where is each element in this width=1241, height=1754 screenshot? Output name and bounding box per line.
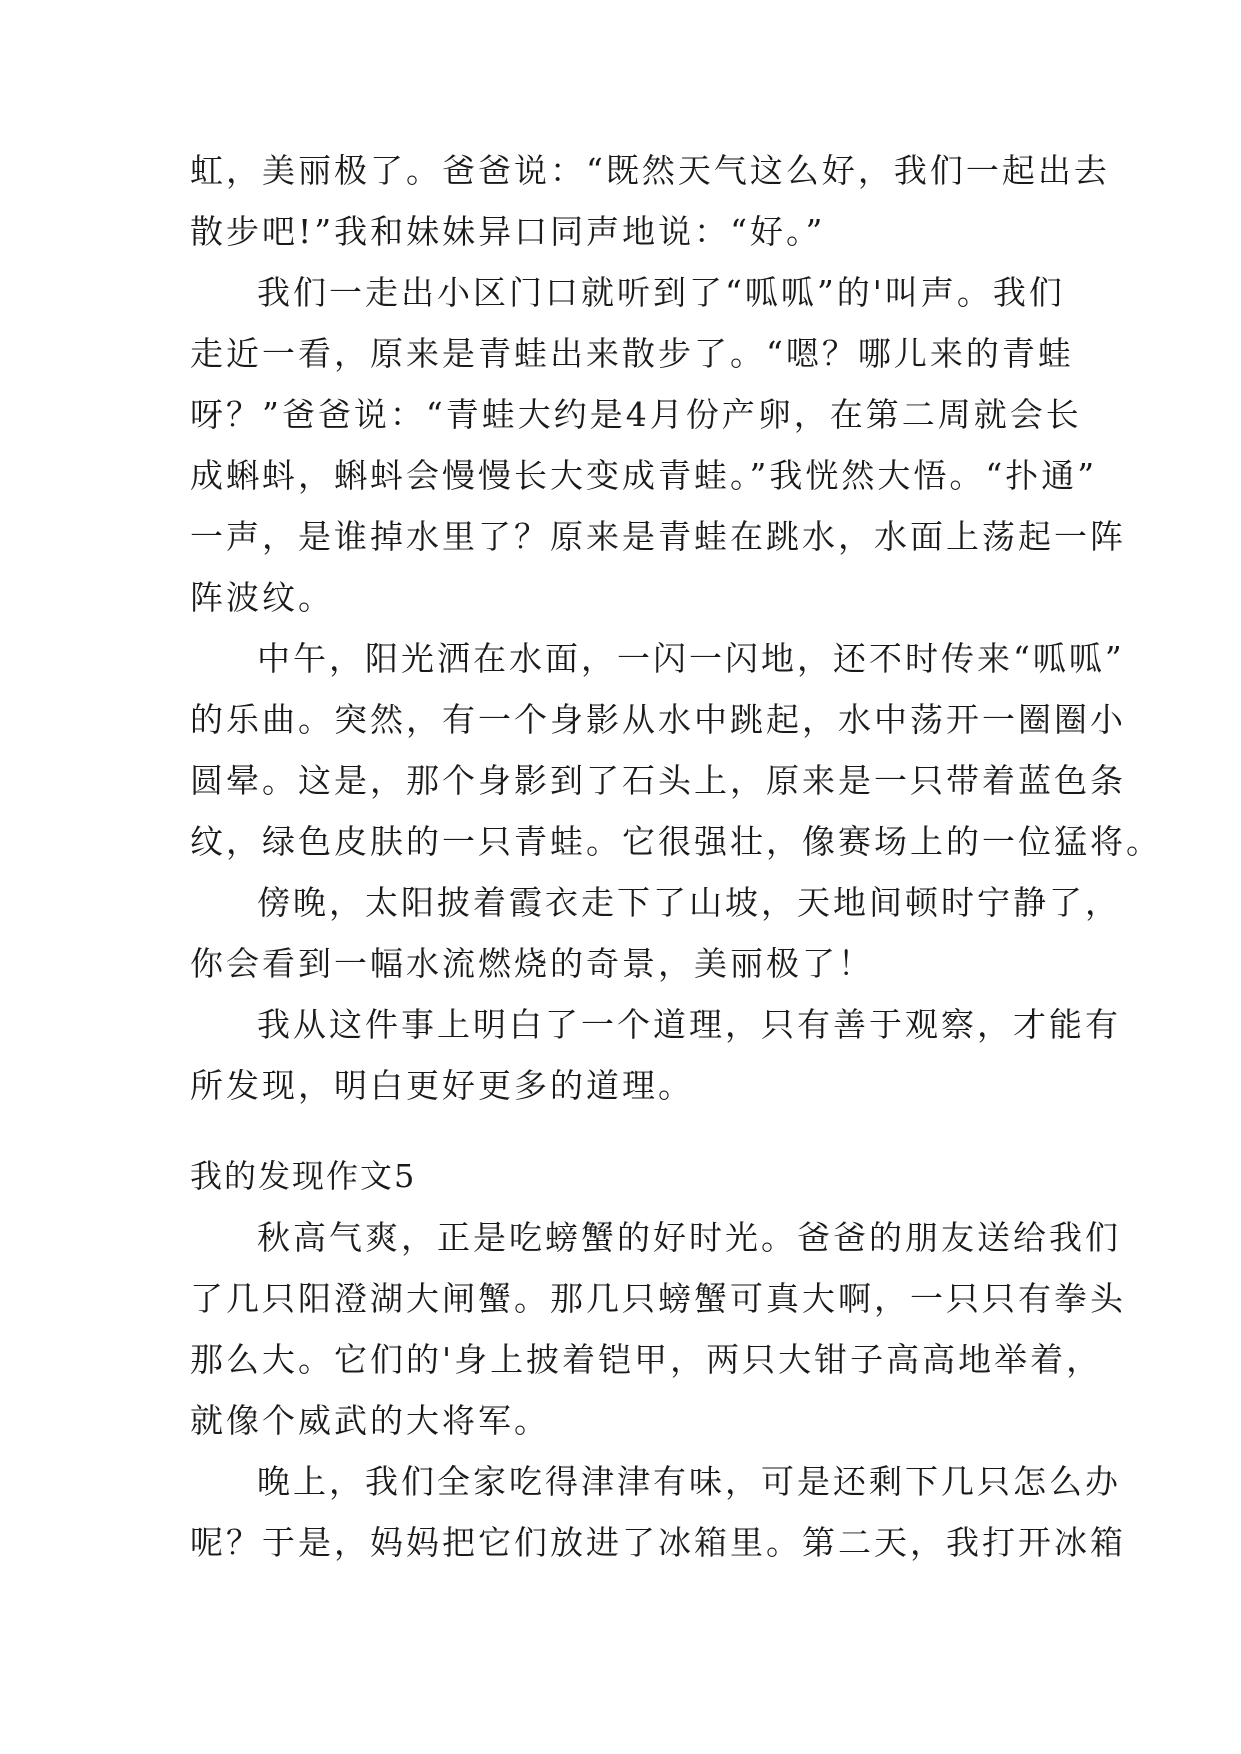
text-line: 一声，是谁掉水里了？原来是青蛙在跳水，水面上荡起一阵 bbox=[190, 517, 1126, 556]
text-line: 散步吧!”我和妹妹异口同声地说：“好。” bbox=[190, 212, 826, 251]
paragraph-start-line: 中午，阳光洒在水面，一闪一闪地，还不时传来“呱呱” bbox=[257, 639, 1125, 678]
text-line: 那么大。它们的'身上披着铠甲，两只大钳子高高地举着， bbox=[190, 1340, 1103, 1379]
paragraph-start-line: 我们一走出小区门口就听到了“呱呱”的'叫声。我们 bbox=[257, 273, 1065, 312]
essay-4-continuation bbox=[190, 140, 1162, 1116]
essay-heading: 我的发现作文5 bbox=[190, 1157, 417, 1195]
paragraph-start-line: 秋高气爽，正是吃螃蟹的好时光。爸爸的朋友送给我们 bbox=[257, 1218, 1121, 1257]
paragraph-start-line: 傍晚，太阳披着霞衣走下了山坡，天地间顿时宁静了， bbox=[257, 883, 1121, 922]
text-line: 阵波纹。 bbox=[190, 578, 334, 617]
paragraph-start-line: 我从这件事上明白了一个道理，只有善于观察，才能有 bbox=[257, 1005, 1121, 1044]
text-line: 成蝌蚪，蝌蚪会慢慢长大变成青蛙。”我恍然大悟。“扑通” bbox=[190, 456, 1098, 495]
text-line: 了几只阳澄湖大闸蟹。那几只螃蟹可真大啊，一只只有拳头 bbox=[190, 1279, 1126, 1318]
paragraph-start-line: 晚上，我们全家吃得津津有味，可是还剩下几只怎么办 bbox=[257, 1462, 1121, 1501]
text-line: 走近一看，原来是青蛙出来散步了。“嗯？哪儿来的青蛙 bbox=[190, 334, 1074, 373]
text-line: 就像个威武的大将军。 bbox=[190, 1401, 550, 1440]
text-line: 呀？”爸爸说：“青蛙大约是4月份产卵，在第二周就会长 bbox=[190, 395, 1082, 434]
text-line: 的乐曲。突然，有一个身影从水中跳起，水中荡开一圈圈小 bbox=[190, 700, 1126, 739]
text-line: 所发现，明白更好更多的道理。 bbox=[190, 1066, 694, 1105]
essay-5-body bbox=[190, 1207, 1126, 1573]
text-line: 圆晕。这是，那个身影到了石头上，原来是一只带着蓝色条 bbox=[190, 761, 1126, 800]
text-line: 你会看到一幅水流燃烧的奇景，美丽极了！ bbox=[190, 944, 874, 983]
text-line: 呢？于是，妈妈把它们放进了冰箱里。第二天，我打开冰箱 bbox=[190, 1523, 1126, 1562]
text-line: 纹，绿色皮肤的一只青蛙。它很强壮，像赛场上的一位猛将。 bbox=[190, 822, 1162, 861]
text-line: 虹，美丽极了。爸爸说：“既然天气这么好，我们一起出去 bbox=[190, 151, 1110, 190]
